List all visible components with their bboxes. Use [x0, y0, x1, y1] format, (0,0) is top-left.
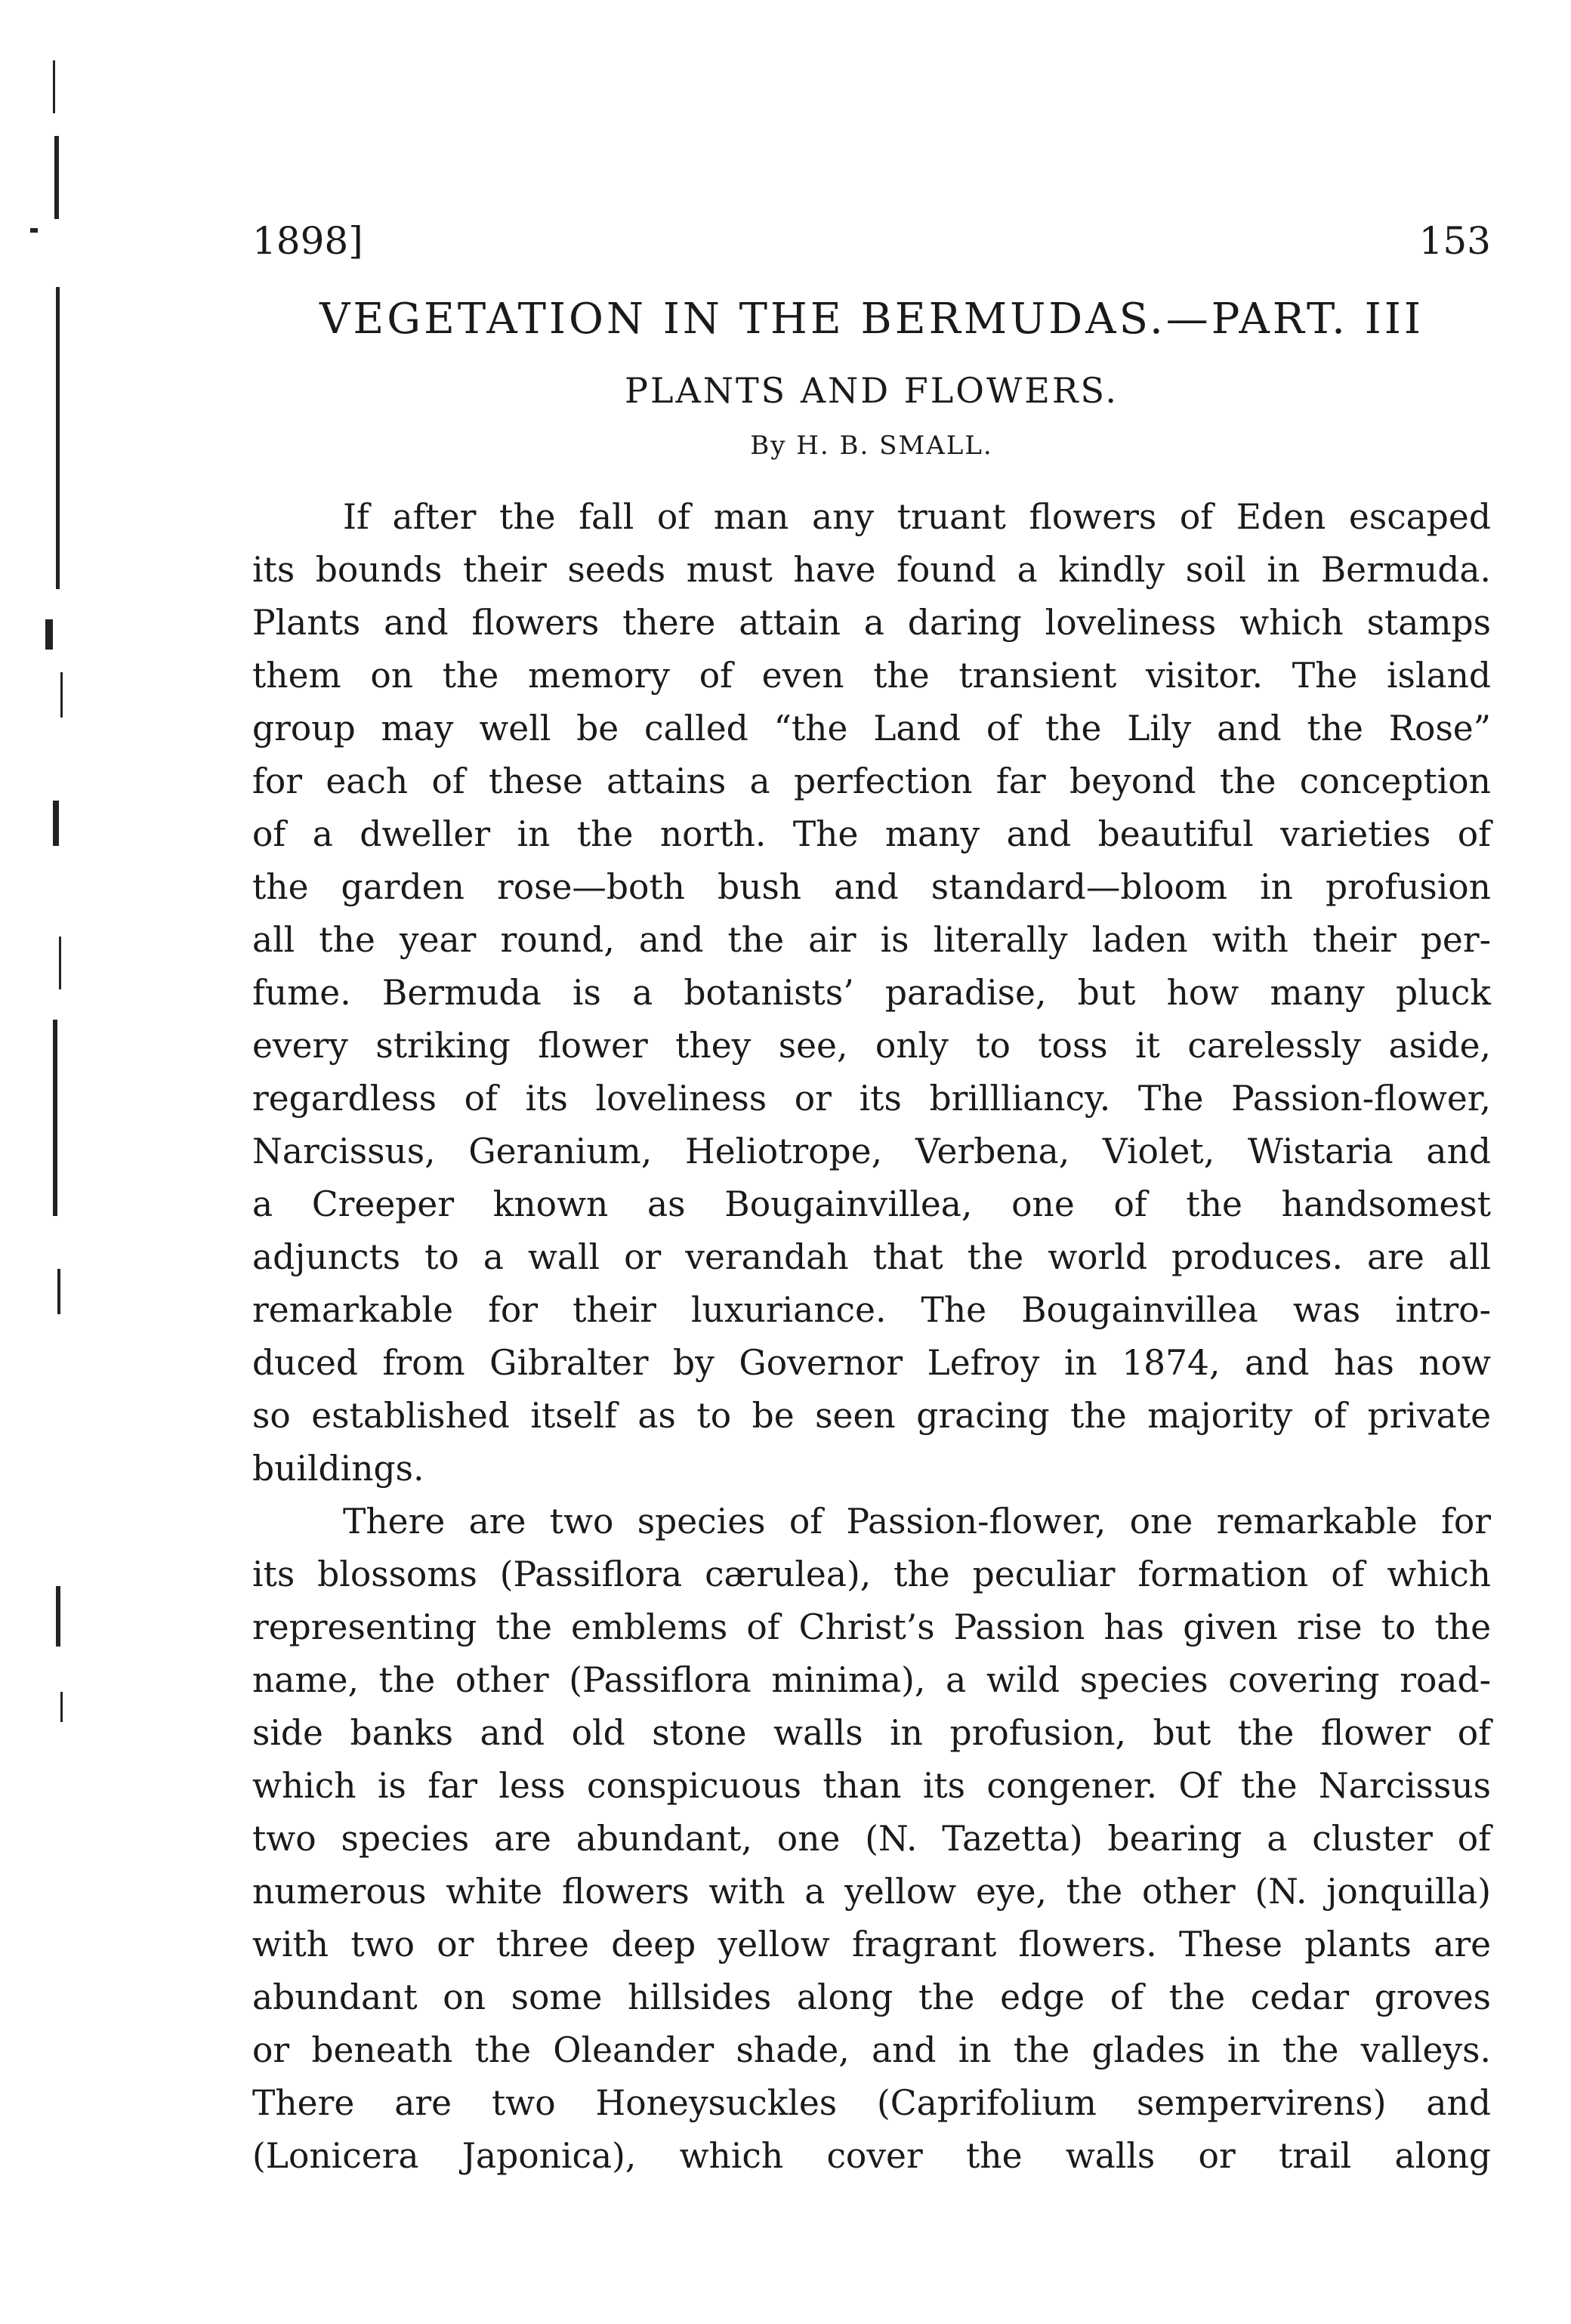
text-line: (Lonicera Japonica), which cover the walls or trail along: [252, 2136, 1491, 2176]
text-line: There are two species of Passion-flower, one remarkable for: [343, 1501, 1491, 1542]
page-number: 153: [1418, 219, 1491, 263]
text-line: its blossoms (Passiflora cærulea), the peculiar formation of which: [252, 1554, 1491, 1594]
text-line: buildings.: [252, 1449, 424, 1489]
scan-edge-artifacts: [23, 30, 98, 1843]
text-line: every striking flower they see, only to toss it carelessly aside,: [252, 1026, 1491, 1066]
paragraph-1: [252, 491, 1491, 1495]
text-line: name, the other (Passiflora minima), a wild species covering road-: [252, 1660, 1491, 1700]
text-line: all the year round, and the air is literally laden with their per-: [252, 920, 1491, 960]
text-line: duced from Gibralter by Governor Lefroy in 1874, and has now: [252, 1343, 1491, 1383]
article-title: VEGETATION IN THE BERMUDAS.—PART. III: [319, 295, 1424, 344]
text-line: them on the memory of even the transient visitor. The island: [252, 656, 1491, 696]
text-line: There are two Honeysuckles (Caprifolium sempervirens) and: [252, 2083, 1491, 2123]
text-line: for each of these attains a perfection far beyond the conception: [252, 761, 1491, 801]
text-line: its bounds their seeds must have found a kindly soil in Bermuda.: [252, 550, 1491, 590]
text-line: which is far less conspicuous than its congener. Of the Narcissus: [252, 1766, 1491, 1806]
text-line: If after the fall of man any truant flowers of Eden escaped: [343, 497, 1491, 537]
text-line: numerous white flowers with a yellow eye, the other (N. jonquilla): [252, 1872, 1491, 1912]
text-line: fume. Bermuda is a botanists’ paradise, but how many pluck: [252, 973, 1491, 1013]
text-line: Plants and flowers there attain a daring loveliness which stamps: [252, 603, 1491, 643]
text-line: a Creeper known as Bougainvillea, one of the handsomest: [252, 1184, 1491, 1224]
paragraph-2: [252, 1495, 1491, 2183]
article-subtitle: PLANTS AND FLOWERS.: [625, 370, 1119, 411]
text-line: group may well be called “the Land of the Lily and the Rose”: [252, 708, 1491, 748]
running-header: [252, 219, 1491, 272]
text-line: abundant on some hillsides along the edge of the cedar groves: [252, 1977, 1491, 2017]
text-line: adjuncts to a wall or verandah that the world produces. are all: [252, 1237, 1491, 1277]
text-line: with two or three deep yellow fragrant flowers. These plants are: [252, 1924, 1491, 1964]
text-line: two species are abundant, one (N. Tazetta) bearing a cluster of: [252, 1819, 1491, 1859]
text-line: regardless of its loveliness or its brillliancy. The Passion-flower,: [252, 1079, 1491, 1119]
text-line: or beneath the Oleander shade, and in the glades in the valleys.: [252, 2030, 1491, 2070]
text-line: so established itself as to be seen gracing the majority of private: [252, 1396, 1491, 1436]
text-line: side banks and old stone walls in profusion, but the flower of: [252, 1713, 1491, 1753]
text-line: remarkable for their luxuriance. The Bougainvillea was intro-: [252, 1290, 1491, 1330]
article-body: [252, 491, 1491, 2183]
text-line: the garden rose—both bush and standard—bloom in profusion: [252, 867, 1491, 907]
text-line: representing the emblems of Christ’s Passion has given rise to the: [252, 1607, 1491, 1647]
author-byline: By H. B. SMALL.: [750, 431, 993, 461]
text-line: of a dweller in the north. The many and beautiful varieties of: [252, 814, 1491, 854]
text-line: Narcissus, Geranium, Heliotrope, Verbena, Violet, Wistaria and: [252, 1131, 1491, 1171]
header-year: 1898]: [252, 219, 363, 263]
